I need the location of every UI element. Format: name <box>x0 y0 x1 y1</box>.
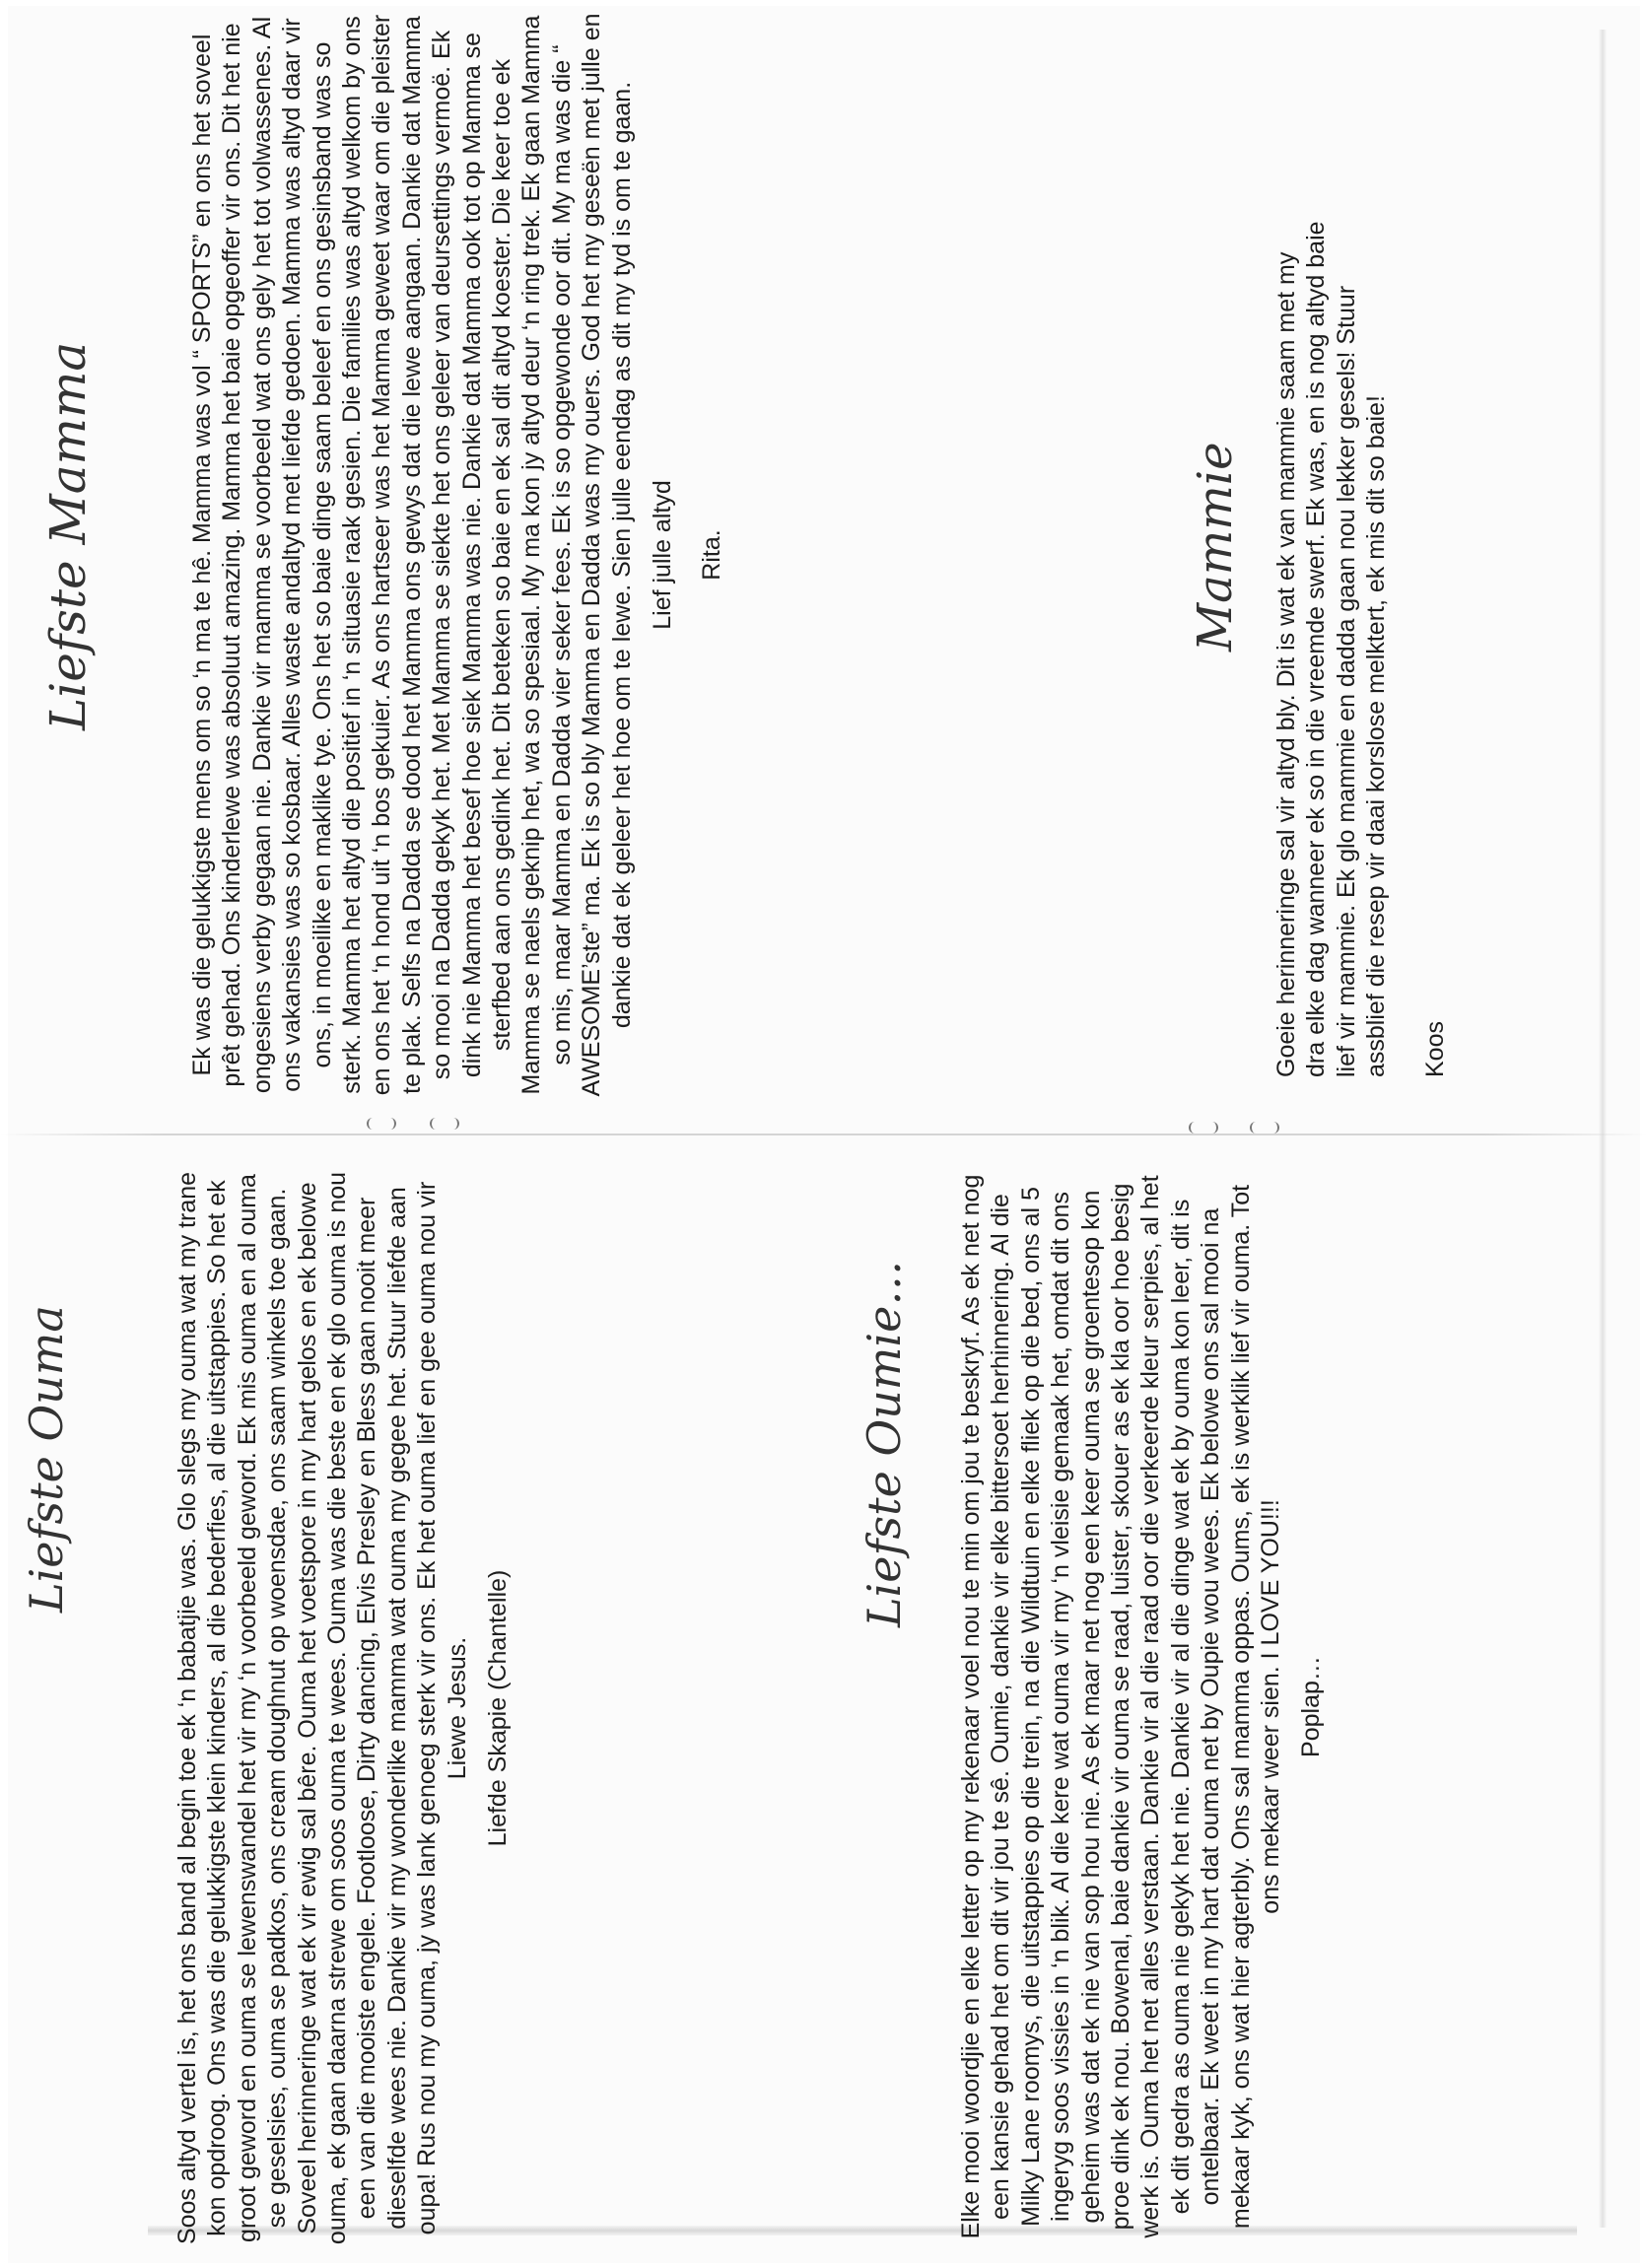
tribute-text-mamma: Ek was die gelukkigste mens om so ‘n ma te hê. Mamma was vol “ SPORTS” en ons het soveel prêt gehad. Ons kinderlewe was absoluut amazing. Mamma het baie opgeoffer vir ons. Dit het nie ongesiens verby gegaan nie. Dankie vir mamma se voorbeeld wat ons gely het tot volwassenes. Al ons vakansies was so kosbaar. Alles waste andaltyd met liefde gedoen. Mamma was altyd daar vir ons, in moeilike en maklike tye. Ons het so baie dinge saam beleef en ons gesinsband was so sterk. Mamma het altyd die positief in ‘n situasie raak gesien. Die families was altyd welkom by ons en ons het ‘n hond uit ‘n bos gekuier. As ons hartseer was het Mamma geweet waar om die pleister te plak. Selfs na Dadda se dood het Mamma ons gewys dat die lewe aangaan. Dankie dat Mamma so mooi na Dadda gekyk het. Met Mamma se siekte het ons geleer van deursettings vermoë. Ek dink nie Mamma het besef hoe siek Mamma was nie. Dankie dat Mamma ook tot op Mamma se sterfbed aan ons gedink het. Dit beteken so baie en ek sal dit altyd koester. Die keer toe ek Mamma se naels geknip het, wa so spesiaal. My ma kon jy altyd deur ‘n ring trek. Ek gaan Mamma so mis, maar Mamma en Dadda vier seker fees. Ek is so opgewonde oor dit. My ma was die “ AWESOME’ste” ma. Ek is so bly Mamma en Dadda was my ouers. God het my geseën met julle en dankie dat ek geleer het hoe om te lewe. Sien julle eendag as dit my tyd is om te gaan. <box>188 13 636 1097</box>
section-liefste-oumie <box>956 1167 1327 2246</box>
signature-chantelle: Liefde Skapie (Chantelle) <box>484 1569 513 1847</box>
tribute-text-ouma: Soos altyd vertel is, het ons band al begin toe ek ‘n babatjie was. Glo slegs my ouma wat my trane kon opdroog. Ons was die gelukkigste klein kinders, al die bederfies, al die uitstappies. So het ek groot geword en ouma se lewenswandel het vir my ‘n voorbeeld geword. Ek mis ouma en al ouma se geselsies, ouma se padkos, ons cream doughnut op woensdae, ons saam winkels toe gaan. Soveel herinneringe wat ek vir ewig sal bêre. Ouma het voetspore in my hart gelos en ek belowe ouma, ek gaan daarna strewe om soos ouma te wees. Ouma was die beste en ek glo ouma is nou een van die mooiste engele. Footloose, Dirty dancing, Elvis Presley en Bless gaan nooit meer dieselfde wees nie. Dankie vir my wonderlike mamma wat ouma my gegee het. Stuur liefde aan oupa! Rus nou my ouma, jy was lank genoeg sterk vir ons. Ek het ouma lief en gee ouma nou vir Liewe Jesus. <box>173 1171 471 2245</box>
signature-koos: Koos <box>1420 1021 1449 1077</box>
signature-rita: Rita. <box>698 529 726 581</box>
heading-liefste-oumie: Liefste Oumie… <box>858 1260 911 1627</box>
section-liefste-mamma <box>187 13 727 1097</box>
signature-poplap: Poplap… <box>1297 1656 1326 1757</box>
heading-mammie: Mammie <box>1188 442 1243 652</box>
section-mammie <box>1271 220 1451 1077</box>
tribute-text-mammie: Goeie herinneringe sal vir altyd bly. Dit is wat ek van mammie saam met my dra elke dag wanneer ek so in die vreemde swerf. Ek was, en is nog altyd baie lief vir mammie. Ek glo mammie en dadda gaan nou lekker gesels! Stuur assblief die resep vir daai korslose melktert, ek mis dit so baie! <box>1272 221 1391 1077</box>
heading-liefste-mamma: Liefste Mamma <box>39 341 97 730</box>
signature-lief-julle-altyd: Lief julle altyd <box>649 480 677 630</box>
section-liefste-ouma <box>172 1166 514 2250</box>
tribute-text-oumie: Elke mooi woordjie en elke letter op my rekenaar voel nou te min om jou te beskryf. As ek net nog een kansie gehad het om dit vir jou te sê. Oumie, dankie vir elke bittersoet herhinnering. Al die Milky Lane roomys, die uitstappies op die trein, na die Wildtuin en elke fliek op die bed, ons al 5 ingeryg soos vissies in ‘n blik. Al die kere wat ouma vir my ‘n vleisie gemaak het, omdat dit ons geheim was dat ek nie van sop hou nie. As ek maar net nog een keer ouma se groentesop kon proe dink ek nou. Bowenal, baie dankie vir ouma se raad, luister, skouer as ek kla oor hoe besig werk is. Ouma het net alles verstaan. Dankie vir al die raad oor die verkeerde kleur serpies, al het ek dit gedra as ouma nie gekyk het nie. Dankie vir al die dinge wat ek by ouma kon leer, dit is ontelbaar. Ek weet in my hart dat ouma net by Oupie wou wees. Ek belowe ons sal mooi na mekaar kyk, ons wat hier agterbly. Ons sal mamma oppas. Oums, ek is werklik lief vir ouma. Tot ons mekaar weer sien. I LOVE YOU!!! <box>957 1174 1285 2239</box>
heading-liefste-ouma: Liefste Ouma <box>20 1305 73 1613</box>
